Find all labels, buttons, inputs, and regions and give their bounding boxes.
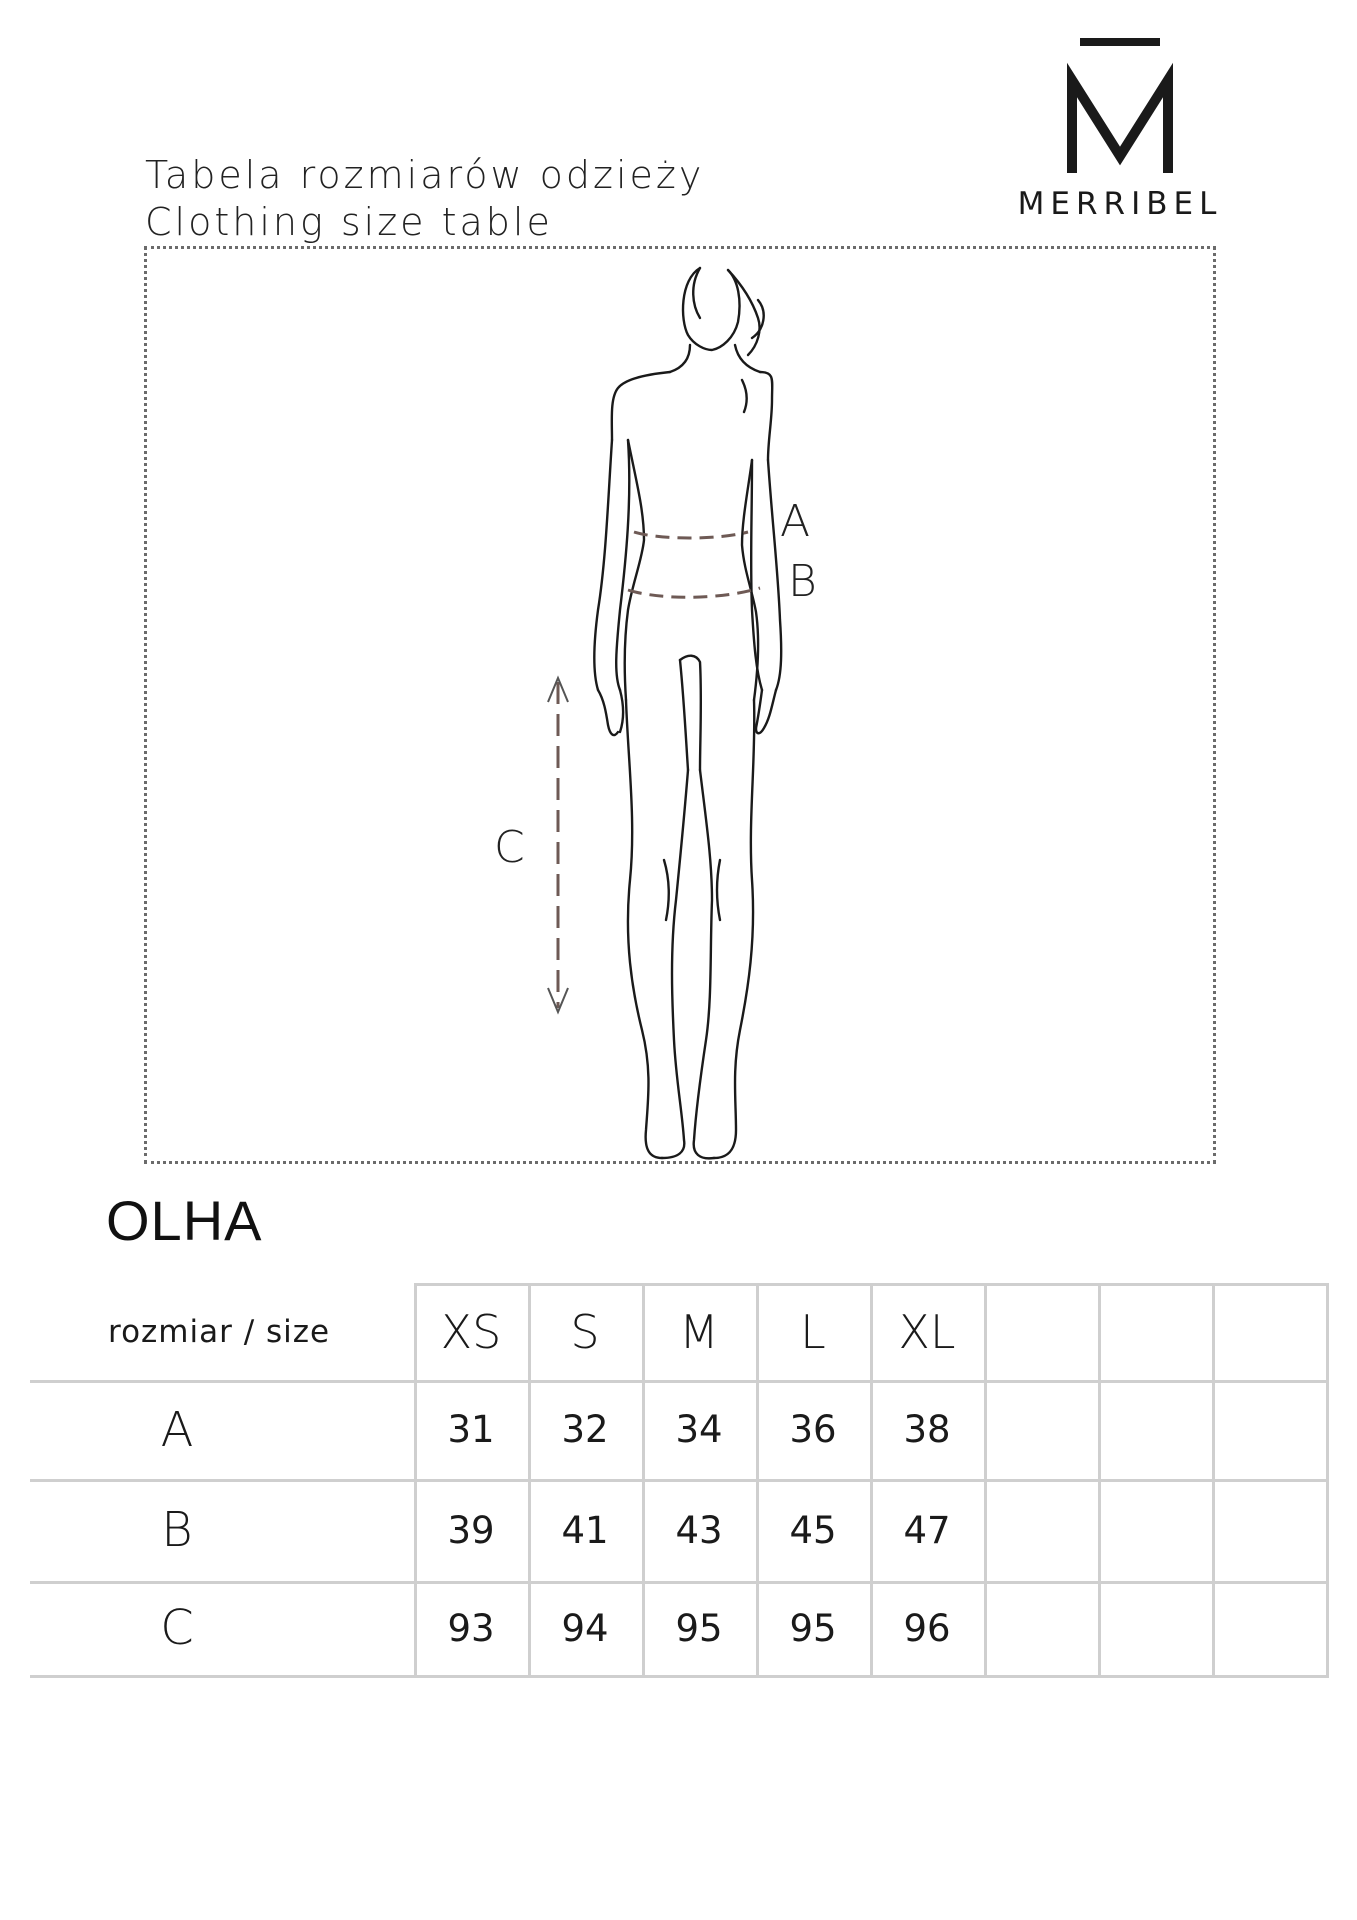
brand-name: MERRIBEL (1017, 186, 1223, 222)
measure-label-c: C (494, 822, 525, 873)
figure-frame (144, 246, 1216, 1164)
size-header-cell: XS (440, 1304, 502, 1359)
table-cell: 36 (789, 1408, 837, 1451)
size-header-cell: L (800, 1304, 826, 1359)
size-header-cell (1212, 1283, 1326, 1380)
table-cell (1212, 1581, 1326, 1675)
table-cell: 39 (447, 1508, 495, 1552)
title-english: Clothing size table (145, 200, 553, 244)
size-header-cell: S (570, 1304, 600, 1359)
table-cell: 38 (903, 1408, 951, 1451)
table-cell: 41 (561, 1508, 609, 1552)
table-cell: 47 (903, 1508, 951, 1552)
table-cell: 93 (447, 1606, 495, 1650)
size-header-cell (1098, 1283, 1212, 1380)
table-cell: 96 (903, 1606, 951, 1650)
model-name: OLHA (106, 1189, 263, 1252)
table-cell (984, 1581, 1098, 1675)
table-cell (1098, 1479, 1212, 1581)
table-cell: 95 (789, 1606, 837, 1650)
table-cell: 45 (789, 1508, 837, 1552)
table-column-divider (1326, 1283, 1329, 1678)
table-cell: 95 (675, 1606, 723, 1650)
size-table (30, 1283, 1330, 1675)
measurement-row-label: C (160, 1600, 194, 1656)
brand-logo (1010, 38, 1230, 228)
measure-label-a: A (780, 496, 811, 547)
merribel-logo-mark (1062, 38, 1178, 178)
table-cell (984, 1479, 1098, 1581)
size-header-cell: XL (898, 1304, 956, 1359)
page-title (145, 152, 704, 246)
size-header-cell (984, 1283, 1098, 1380)
table-cell (1212, 1380, 1326, 1479)
table-cell: 94 (561, 1606, 609, 1650)
table-cell: 43 (675, 1508, 723, 1552)
table-cell: 32 (561, 1408, 609, 1451)
table-cell (1098, 1581, 1212, 1675)
size-header-cell: M (679, 1304, 719, 1359)
size-column-label: rozmiar / size (108, 1313, 331, 1350)
table-cell: 34 (675, 1408, 723, 1451)
table-cell (984, 1380, 1098, 1479)
measure-label-b: B (788, 556, 817, 607)
table-row-divider (30, 1675, 1326, 1678)
table-cell (1098, 1380, 1212, 1479)
title-polish: Tabela rozmiarów odzieży (145, 153, 705, 197)
measurement-row-label: B (161, 1502, 193, 1558)
measurement-row-label: A (160, 1401, 194, 1458)
table-cell (1212, 1479, 1326, 1581)
table-cell: 31 (447, 1408, 495, 1451)
